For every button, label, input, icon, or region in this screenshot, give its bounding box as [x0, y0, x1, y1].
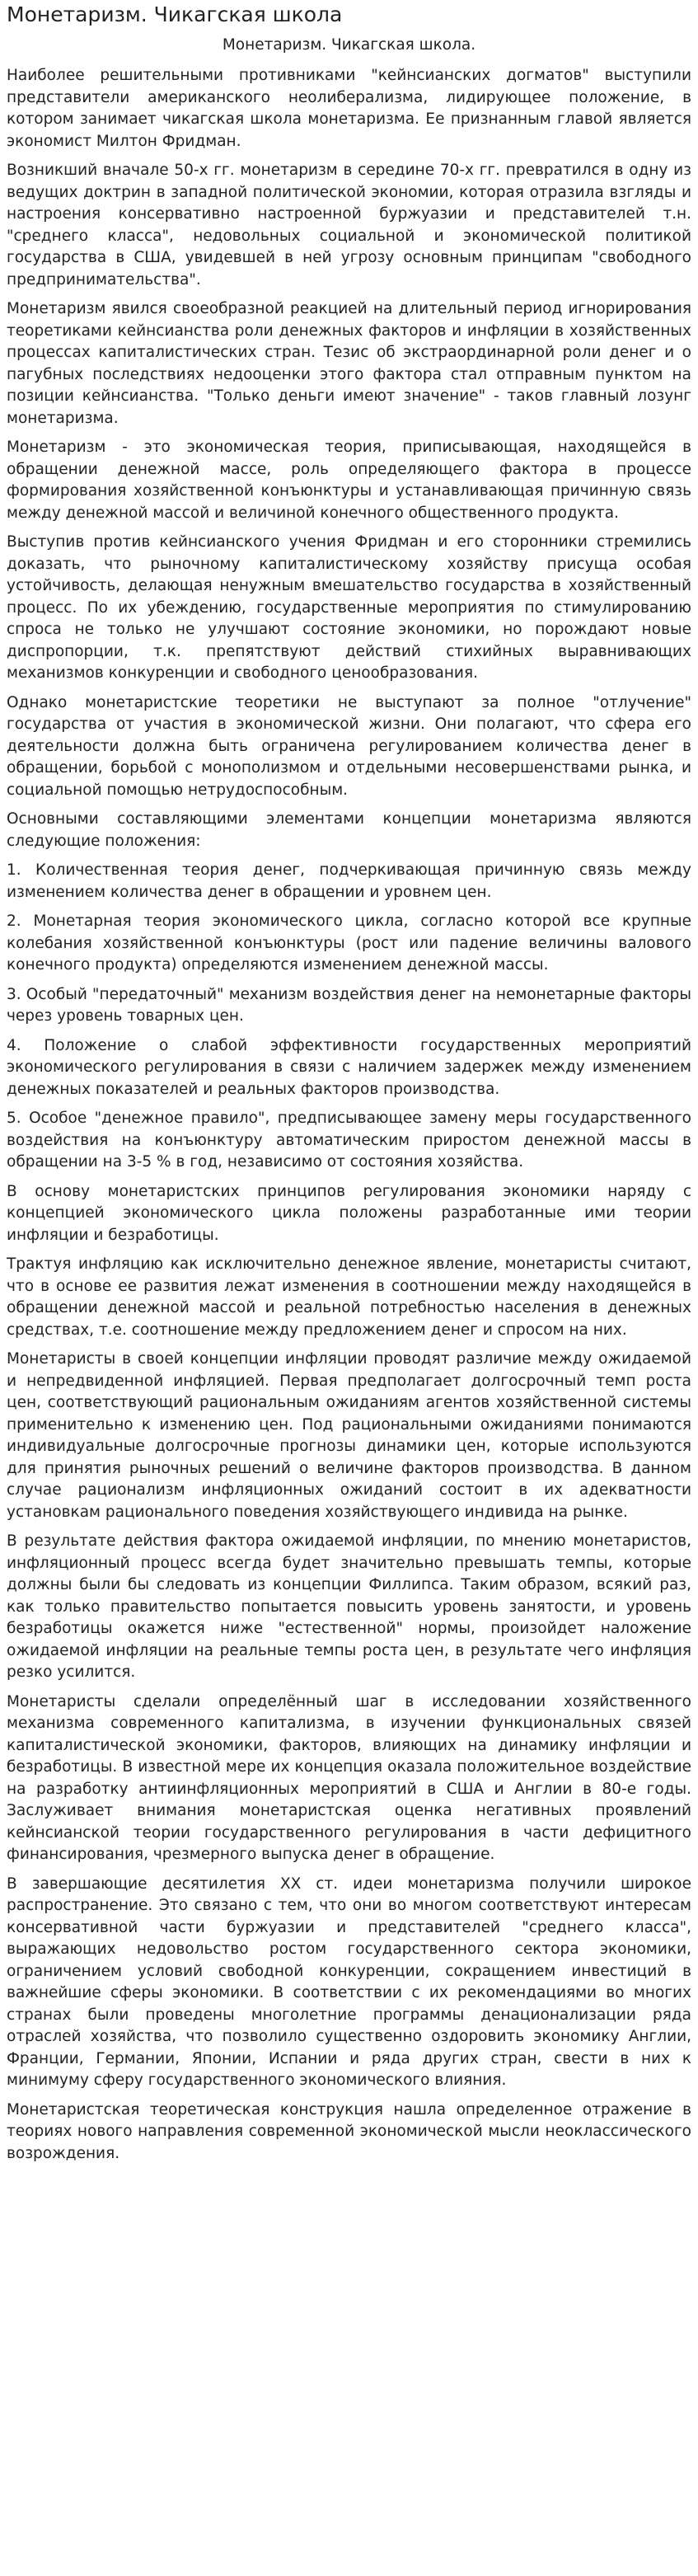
article-body — [7, 65, 691, 2165]
paragraph: Трактуя инфляцию как исключительно денежное явление, монетаристы считают, что в основе ее развития лежат изменения в соотношении между находящейся в обращении денежной массой и реальной потребностью населения в денежных средствах, т.е. соотношение между предложением денег и спросом на них. — [7, 1255, 691, 1339]
paragraph: Монетаристы в своей концепции инфляции проводят различие между ожидаемой и непредвиденной инфляцией. Первая предполагает долгосрочный темп роста цен, соответствующий рациональным ожиданиям агентов хозяйственной системы применительно к изменению цен. Под рациональными ожиданиями понимаются индивидуальные долгосрочные прогнозы динамики цен, которые используются для принятия рыночных решений о величине факторов производства. В данном случае рационализм инфляционных ожиданий состоит в их адекватности установкам рационального поведения хозяйствующего индивида на рынке. — [7, 1350, 691, 1521]
page-title: Монетаризм. Чикагская школа — [7, 2, 343, 26]
list-item: 2. Монетарная теория экономического цикла, согласно которой все крупные колебания хозяйственной конъюнктуры (рост или падение величины валового конечного продукта) определяются изменением денежной массы. — [7, 913, 691, 974]
list-item: 3. Особый "передаточный" механизм воздействия денег на немонетарные факторы через уровень товарных цен. — [7, 985, 691, 1025]
paragraph: Выступив против кейнсианского учения Фридман и его сторонники стремились доказать, что рыночному капиталистическому хозяйству присуща особая устойчивость, делающая ненужным вмешательство государства в хозяйственный процесс. По их убеждению, государственные мероприятия по стимулированию спроса не только не улучшают состояние экономики, но порождают новые диспропорции, т.к. препятствуют действий стихийных выравнивающих механизмов конкуренции и свободного ценообразования. — [7, 533, 691, 682]
paragraph: Монетаризм явился своеобразной реакцией на длительный период игнорирования теоретиками кейнсианства роли денежных факторов и инфляции в хозяйственных процессах капиталистических стран. Тезис об экстраординарной роли денег и о пагубных последствиях недооценки этого фактора стал отправным пунктом на позиции кейнсианства. "Только деньги имеют значение" - таков главный лозунг монетаризма. — [7, 300, 691, 427]
article — [0, 2, 698, 2165]
paragraph: В завершающие десятилетия XX ст. идеи монетаризма получили широкое распространение. Это связано с тем, что они во многом соответствуют интересам консервативной части буржуазии и представителей "среднего класса", выражающих недовольство ростом государственного сектора экономики, ограничением условий свободной конкуренции, сокращением инвестиций в важнейшие сферы экономики. В соответствии с их рекомендациями во многих странах были проведены многолетние программы денационализации ряда отраслей хозяйства, что позволило существенно оздоровить экономику Англии, Франции, Германии, Японии, Испании и ряда других стран, свести в них к минимуму сферу государственного экономического влияния. — [7, 1875, 691, 2089]
paragraph: Основными составляющими элементами концепции монетаризма являются следующие положения: — [7, 810, 691, 850]
paragraph: Монетаристская теоретическая конструкция нашла определенное отражение в теориях нового направления современной экономической мысли неоклассического возрождения. — [7, 2100, 691, 2162]
paragraph: Монетаризм - это экономическая теория, приписывающая, находящейся в обращении денежной массе, роль определяющего фактора в процессе формирования хозяйственной конъюнктуры и устанавливающая причинную связь между денежной массой и величиной конечного общественного продукта. — [7, 439, 691, 522]
paragraph: Наиболее решительными противниками "кейнсианских догматов" выступили представители американского неолиберализма, лидирующее положение, в котором занимает чикагская школа монетаризма. Ее признанным главой является экономист Милтон Фридман. — [7, 67, 691, 150]
paragraph: Возникший вначале 50-х гг. монетаризм в середине 70-х гг. превратился в одну из ведущих доктрин в западной политической экономии, которая отразила взгляды и настроения консервативно настроенной буржуазии и представителей т.н. "среднего класса", недовольных социальной и экономической политикой государства в США, увидевшей в ней угрозу основным принципам "свободного предпринимательства". — [7, 162, 691, 289]
paragraph: В результате действия фактора ожидаемой инфляции, по мнению монетаристов, инфляционный процесс всегда будет значительно превышать темпы, которые должны были бы следовать из концепции Филлипса. Таким образом, всякий раз, как только правительство попытается повысить уровень занятости, и уровень безработицы окажется ниже "естественной" нормы, произойдет наложение ожидаемой инфляции на реальные темпы роста цен, в результате чего инфляция резко усилится. — [7, 1532, 691, 1681]
article-subtitle: Монетаризм. Чикагская школа. — [222, 36, 476, 54]
list-item: 1. Количественная теория денег, подчеркивающая причинную связь между изменением количества денег в обращении и уровнем цен. — [7, 861, 691, 901]
paragraph: Однако монетаристские теоретики не выступают за полное "отлучение" государства от участия в экономической жизни. Они полагают, что сфера его деятельности должна быть ограничена регулированием количества денег в обращении, борьбой с монополизмом и отдельными несовершенствами рынка, и социальной помощью нетрудоспособным. — [7, 693, 691, 799]
paragraph: Монетаристы сделали определённый шаг в исследовании хозяйственного механизма современного капитализма, в изучении функциональных связей капиталистической экономики, факторов, влияющих на динамику инфляции и безработицы. В известной мере их концепция оказала положительное воздействие на разработку антиинфляционных мероприятий в США и Англии в 80-е годы. Заслуживает внимания монетаристская оценка негативных проявлений кейнсианской теории государственного регулирования в части дефицитного финансирования, чрезмерного выпуска денег в обращение. — [7, 1692, 691, 1863]
list-item: 5. Особое "денежное правило", предписывающее замену меры государственного воздействия на конъюнктуру автоматическим приростом денежной массы в обращении на 3-5 % в год, независимо от состояния хозяйства. — [7, 1110, 691, 1171]
list-item: 4. Положение о слабой эффективности государственных мероприятий экономического регулирования в связи с наличием задержек между изменением денежных показателей и реальных факторов производства. — [7, 1036, 691, 1098]
paragraph: В основу монетаристских принципов регулирования экономики наряду с концепцией экономического цикла положены разработанные ими теории инфляции и безработицы. — [7, 1182, 691, 1244]
